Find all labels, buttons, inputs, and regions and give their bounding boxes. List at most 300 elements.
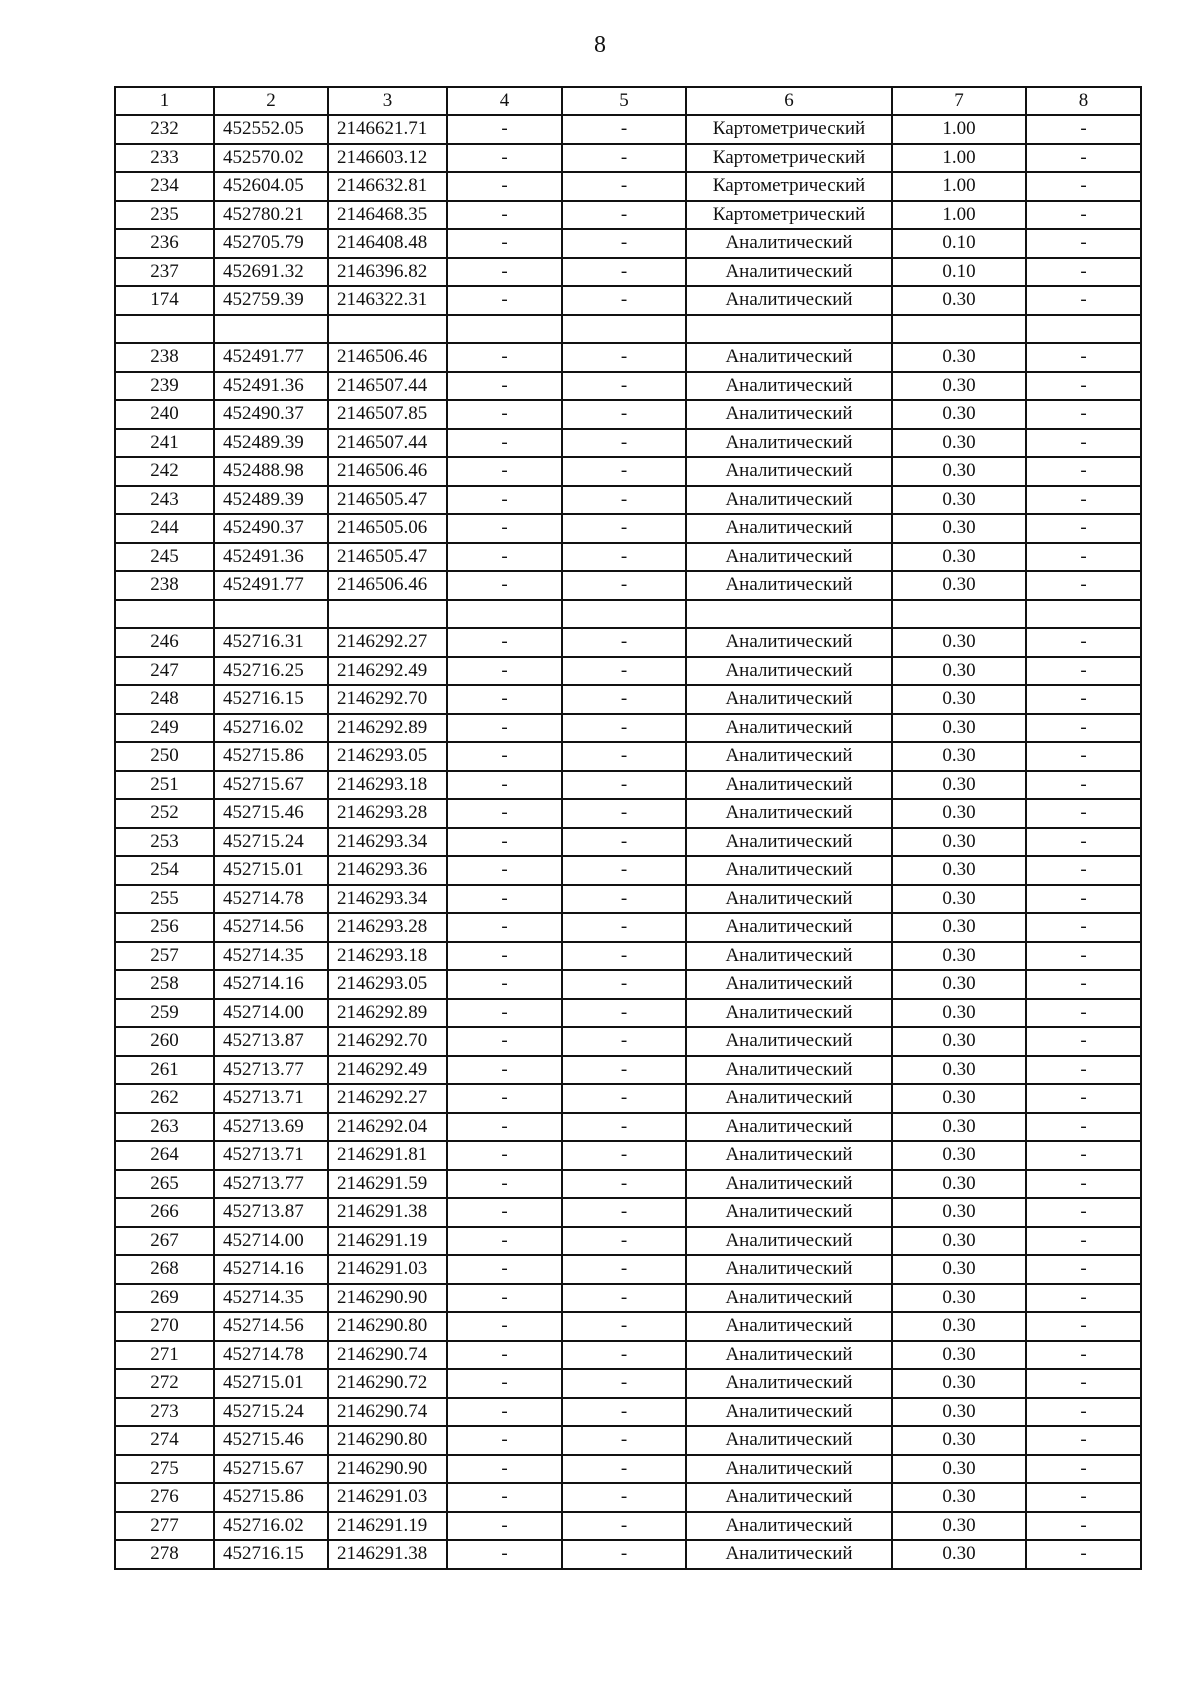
column-8-cell: -: [1026, 1198, 1141, 1227]
y-coordinate-cell: 2146505.47: [328, 543, 447, 572]
x-coordinate-cell: 452759.39: [214, 286, 328, 315]
column-4-cell: -: [447, 1027, 562, 1056]
y-coordinate-cell: 2146506.46: [328, 343, 447, 372]
x-coordinate-cell: 452714.16: [214, 970, 328, 999]
x-coordinate-cell: 452714.00: [214, 999, 328, 1028]
table-row: [115, 1198, 1141, 1227]
column-5-cell: -: [562, 172, 686, 201]
table-row: [115, 628, 1141, 657]
method-cell: Аналитический: [686, 1084, 892, 1113]
x-coordinate-cell: 452714.35: [214, 1284, 328, 1313]
column-4-cell: -: [447, 400, 562, 429]
y-coordinate-cell: 2146292.89: [328, 999, 447, 1028]
column-4-cell: -: [447, 1255, 562, 1284]
accuracy-cell: 0.30: [892, 1483, 1026, 1512]
y-coordinate-cell: 2146505.47: [328, 486, 447, 515]
point-number-cell: 237: [115, 258, 214, 287]
point-number-cell: 265: [115, 1170, 214, 1199]
table-row: [115, 1284, 1141, 1313]
column-5-cell: -: [562, 799, 686, 828]
column-8-cell: -: [1026, 742, 1141, 771]
method-cell: Аналитический: [686, 1341, 892, 1370]
method-cell: Аналитический: [686, 1455, 892, 1484]
column-4-cell: -: [447, 429, 562, 458]
column-header: 8: [1026, 87, 1141, 115]
x-coordinate-cell: 452714.78: [214, 885, 328, 914]
x-coordinate-cell: 452713.77: [214, 1170, 328, 1199]
column-8-cell: -: [1026, 1084, 1141, 1113]
column-4-cell: -: [447, 258, 562, 287]
accuracy-cell: 0.30: [892, 372, 1026, 401]
column-8-cell: -: [1026, 828, 1141, 857]
y-coordinate-cell: 2146293.18: [328, 771, 447, 800]
column-4-cell: -: [447, 885, 562, 914]
table-row: [115, 115, 1141, 144]
column-8-cell: -: [1026, 1227, 1141, 1256]
column-header: 5: [562, 87, 686, 115]
column-5-cell: -: [562, 885, 686, 914]
y-coordinate-cell: 2146291.38: [328, 1198, 447, 1227]
point-number-cell: 232: [115, 115, 214, 144]
column-8-cell: -: [1026, 856, 1141, 885]
column-header: 7: [892, 87, 1026, 115]
x-coordinate-cell: 452715.01: [214, 856, 328, 885]
y-coordinate-cell: 2146293.34: [328, 828, 447, 857]
y-coordinate-cell: 2146293.28: [328, 913, 447, 942]
x-coordinate-cell: 452715.67: [214, 771, 328, 800]
y-coordinate-cell: 2146291.19: [328, 1227, 447, 1256]
column-5-cell: -: [562, 258, 686, 287]
table-row: [115, 1512, 1141, 1541]
column-5-cell: -: [562, 1312, 686, 1341]
table-header-row: [115, 87, 1141, 115]
y-coordinate-cell: 2146291.81: [328, 1141, 447, 1170]
column-4-cell: -: [447, 999, 562, 1028]
table-row: [115, 1113, 1141, 1142]
accuracy-cell: 0.30: [892, 1056, 1026, 1085]
y-coordinate-cell: 2146507.44: [328, 372, 447, 401]
column-8-cell: -: [1026, 942, 1141, 971]
column-8-cell: -: [1026, 771, 1141, 800]
table-row: [115, 144, 1141, 173]
column-8-cell: [1026, 315, 1141, 344]
column-5-cell: -: [562, 1284, 686, 1313]
column-8-cell: -: [1026, 514, 1141, 543]
column-5-cell: -: [562, 828, 686, 857]
point-number-cell: 272: [115, 1369, 214, 1398]
y-coordinate-cell: 2146293.36: [328, 856, 447, 885]
point-number-cell: 250: [115, 742, 214, 771]
accuracy-cell: 0.30: [892, 457, 1026, 486]
column-4-cell: -: [447, 514, 562, 543]
table-row: [115, 1341, 1141, 1370]
x-coordinate-cell: 452713.77: [214, 1056, 328, 1085]
method-cell: Аналитический: [686, 742, 892, 771]
table-row: [115, 885, 1141, 914]
x-coordinate-cell: 452716.25: [214, 657, 328, 686]
accuracy-cell: 0.30: [892, 742, 1026, 771]
point-number-cell: 273: [115, 1398, 214, 1427]
table-row: [115, 486, 1141, 515]
point-number-cell: 245: [115, 543, 214, 572]
accuracy-cell: 0.30: [892, 942, 1026, 971]
point-number-cell: 271: [115, 1341, 214, 1370]
x-coordinate-cell: 452714.78: [214, 1341, 328, 1370]
column-4-cell: -: [447, 1056, 562, 1085]
y-coordinate-cell: 2146292.04: [328, 1113, 447, 1142]
column-4-cell: -: [447, 1426, 562, 1455]
point-number-cell: 277: [115, 1512, 214, 1541]
point-number-cell: 269: [115, 1284, 214, 1313]
method-cell: Аналитический: [686, 799, 892, 828]
table-row: [115, 172, 1141, 201]
column-4-cell: -: [447, 714, 562, 743]
method-cell: Аналитический: [686, 885, 892, 914]
column-4-cell: -: [447, 115, 562, 144]
x-coordinate-cell: 452715.86: [214, 1483, 328, 1512]
table-row: [115, 685, 1141, 714]
method-cell: Аналитический: [686, 685, 892, 714]
column-header: 6: [686, 87, 892, 115]
column-4-cell: [447, 600, 562, 629]
column-5-cell: -: [562, 571, 686, 600]
column-4-cell: -: [447, 201, 562, 230]
column-5-cell: [562, 315, 686, 344]
table-body: [115, 87, 1141, 1569]
method-cell: Аналитический: [686, 1141, 892, 1170]
x-coordinate-cell: 452714.56: [214, 913, 328, 942]
table-row: [115, 942, 1141, 971]
y-coordinate-cell: 2146293.05: [328, 970, 447, 999]
column-4-cell: -: [447, 229, 562, 258]
column-4-cell: -: [447, 1284, 562, 1313]
y-coordinate-cell: 2146293.18: [328, 942, 447, 971]
method-cell: Аналитический: [686, 343, 892, 372]
accuracy-cell: 0.30: [892, 885, 1026, 914]
x-coordinate-cell: 452604.05: [214, 172, 328, 201]
column-5-cell: -: [562, 628, 686, 657]
point-number-cell: 274: [115, 1426, 214, 1455]
column-4-cell: -: [447, 1084, 562, 1113]
y-coordinate-cell: 2146291.03: [328, 1255, 447, 1284]
table-row: [115, 913, 1141, 942]
x-coordinate-cell: 452716.02: [214, 714, 328, 743]
method-cell: Аналитический: [686, 1540, 892, 1569]
point-number-cell: 260: [115, 1027, 214, 1056]
column-8-cell: -: [1026, 372, 1141, 401]
x-coordinate-cell: 452714.00: [214, 1227, 328, 1256]
y-coordinate-cell: 2146290.90: [328, 1284, 447, 1313]
column-8-cell: -: [1026, 999, 1141, 1028]
column-8-cell: -: [1026, 1113, 1141, 1142]
table-row: [115, 1056, 1141, 1085]
column-5-cell: -: [562, 1369, 686, 1398]
method-cell: Аналитический: [686, 258, 892, 287]
method-cell: Аналитический: [686, 970, 892, 999]
point-number-cell: 263: [115, 1113, 214, 1142]
column-8-cell: -: [1026, 1141, 1141, 1170]
column-8-cell: -: [1026, 628, 1141, 657]
column-4-cell: -: [447, 628, 562, 657]
y-coordinate-cell: 2146293.28: [328, 799, 447, 828]
accuracy-cell: 0.30: [892, 799, 1026, 828]
y-coordinate-cell: 2146506.46: [328, 571, 447, 600]
column-8-cell: -: [1026, 1426, 1141, 1455]
column-5-cell: -: [562, 1227, 686, 1256]
point-number-cell: 236: [115, 229, 214, 258]
column-4-cell: -: [447, 942, 562, 971]
accuracy-cell: 0.30: [892, 1312, 1026, 1341]
accuracy-cell: 0.10: [892, 229, 1026, 258]
method-cell: Аналитический: [686, 1113, 892, 1142]
column-8-cell: -: [1026, 343, 1141, 372]
accuracy-cell: 0.30: [892, 1540, 1026, 1569]
point-number-cell: 270: [115, 1312, 214, 1341]
column-5-cell: -: [562, 685, 686, 714]
column-8-cell: -: [1026, 400, 1141, 429]
accuracy-cell: 1.00: [892, 115, 1026, 144]
column-4-cell: -: [447, 742, 562, 771]
x-coordinate-cell: 452714.35: [214, 942, 328, 971]
table-row: [115, 799, 1141, 828]
column-4-cell: -: [447, 1198, 562, 1227]
column-8-cell: -: [1026, 1540, 1141, 1569]
column-5-cell: -: [562, 1170, 686, 1199]
x-coordinate-cell: 452714.56: [214, 1312, 328, 1341]
table-separator-row: [115, 600, 1141, 629]
column-5-cell: -: [562, 1426, 686, 1455]
table-row: [115, 771, 1141, 800]
table-row: [115, 1426, 1141, 1455]
y-coordinate-cell: 2146290.80: [328, 1426, 447, 1455]
y-coordinate-cell: 2146291.03: [328, 1483, 447, 1512]
point-number-cell: 268: [115, 1255, 214, 1284]
column-4-cell: -: [447, 1312, 562, 1341]
column-4-cell: -: [447, 799, 562, 828]
x-coordinate-cell: 452715.86: [214, 742, 328, 771]
column-header: 3: [328, 87, 447, 115]
point-number-cell: 238: [115, 571, 214, 600]
x-coordinate-cell: 452715.24: [214, 828, 328, 857]
column-5-cell: -: [562, 1027, 686, 1056]
column-5-cell: -: [562, 343, 686, 372]
accuracy-cell: 0.30: [892, 1170, 1026, 1199]
point-number-cell: 239: [115, 372, 214, 401]
table-row: [115, 229, 1141, 258]
y-coordinate-cell: 2146291.38: [328, 1540, 447, 1569]
accuracy-cell: 1.00: [892, 172, 1026, 201]
point-number-cell: [115, 315, 214, 344]
point-number-cell: 255: [115, 885, 214, 914]
accuracy-cell: 0.30: [892, 685, 1026, 714]
y-coordinate-cell: 2146468.35: [328, 201, 447, 230]
column-4-cell: -: [447, 372, 562, 401]
column-8-cell: -: [1026, 1027, 1141, 1056]
method-cell: Аналитический: [686, 1369, 892, 1398]
column-8-cell: -: [1026, 229, 1141, 258]
x-coordinate-cell: 452715.46: [214, 1426, 328, 1455]
y-coordinate-cell: 2146292.27: [328, 628, 447, 657]
table-row: [115, 258, 1141, 287]
point-number-cell: 174: [115, 286, 214, 315]
table-row: [115, 1227, 1141, 1256]
point-number-cell: 262: [115, 1084, 214, 1113]
column-5-cell: -: [562, 942, 686, 971]
column-5-cell: -: [562, 286, 686, 315]
method-cell: Аналитический: [686, 1198, 892, 1227]
y-coordinate-cell: [328, 600, 447, 629]
y-coordinate-cell: 2146290.74: [328, 1341, 447, 1370]
column-5-cell: -: [562, 1198, 686, 1227]
column-5-cell: -: [562, 1056, 686, 1085]
table-row: [115, 1170, 1141, 1199]
accuracy-cell: 0.30: [892, 970, 1026, 999]
accuracy-cell: 0.30: [892, 571, 1026, 600]
method-cell: Аналитический: [686, 543, 892, 572]
column-8-cell: -: [1026, 144, 1141, 173]
method-cell: [686, 315, 892, 344]
point-number-cell: 261: [115, 1056, 214, 1085]
accuracy-cell: 0.30: [892, 429, 1026, 458]
column-5-cell: -: [562, 657, 686, 686]
x-coordinate-cell: 452705.79: [214, 229, 328, 258]
x-coordinate-cell: 452491.36: [214, 543, 328, 572]
table-row: [115, 1312, 1141, 1341]
y-coordinate-cell: 2146322.31: [328, 286, 447, 315]
column-4-cell: -: [447, 685, 562, 714]
column-8-cell: -: [1026, 1056, 1141, 1085]
table-row: [115, 1483, 1141, 1512]
x-coordinate-cell: 452716.02: [214, 1512, 328, 1541]
x-coordinate-cell: 452491.77: [214, 571, 328, 600]
column-4-cell: -: [447, 1113, 562, 1142]
coordinates-table: [114, 86, 1142, 1570]
point-number-cell: 233: [115, 144, 214, 173]
y-coordinate-cell: 2146396.82: [328, 258, 447, 287]
column-5-cell: -: [562, 1084, 686, 1113]
column-5-cell: -: [562, 742, 686, 771]
column-5-cell: -: [562, 913, 686, 942]
column-4-cell: -: [447, 1540, 562, 1569]
accuracy-cell: 0.30: [892, 1198, 1026, 1227]
column-8-cell: -: [1026, 429, 1141, 458]
column-4-cell: -: [447, 1398, 562, 1427]
accuracy-cell: 0.30: [892, 1426, 1026, 1455]
y-coordinate-cell: [328, 315, 447, 344]
column-4-cell: -: [447, 1369, 562, 1398]
point-number-cell: 275: [115, 1455, 214, 1484]
y-coordinate-cell: 2146293.34: [328, 885, 447, 914]
point-number-cell: 248: [115, 685, 214, 714]
point-number-cell: 238: [115, 343, 214, 372]
x-coordinate-cell: 452491.36: [214, 372, 328, 401]
point-number-cell: 247: [115, 657, 214, 686]
point-number-cell: 234: [115, 172, 214, 201]
method-cell: Аналитический: [686, 628, 892, 657]
y-coordinate-cell: 2146621.71: [328, 115, 447, 144]
x-coordinate-cell: 452715.24: [214, 1398, 328, 1427]
column-8-cell: -: [1026, 685, 1141, 714]
y-coordinate-cell: 2146506.46: [328, 457, 447, 486]
y-coordinate-cell: 2146505.06: [328, 514, 447, 543]
method-cell: Аналитический: [686, 400, 892, 429]
column-8-cell: -: [1026, 543, 1141, 572]
column-4-cell: -: [447, 1227, 562, 1256]
column-8-cell: -: [1026, 970, 1141, 999]
column-8-cell: -: [1026, 714, 1141, 743]
column-5-cell: -: [562, 999, 686, 1028]
column-8-cell: -: [1026, 913, 1141, 942]
accuracy-cell: 0.30: [892, 628, 1026, 657]
method-cell: Аналитический: [686, 1255, 892, 1284]
method-cell: Аналитический: [686, 828, 892, 857]
column-8-cell: -: [1026, 1369, 1141, 1398]
table-row: [115, 828, 1141, 857]
column-4-cell: -: [447, 343, 562, 372]
column-4-cell: -: [447, 486, 562, 515]
column-5-cell: -: [562, 514, 686, 543]
method-cell: Аналитический: [686, 1027, 892, 1056]
point-number-cell: 235: [115, 201, 214, 230]
table-row: [115, 1455, 1141, 1484]
column-5-cell: -: [562, 1512, 686, 1541]
point-number-cell: 240: [115, 400, 214, 429]
column-4-cell: -: [447, 771, 562, 800]
column-5-cell: -: [562, 543, 686, 572]
y-coordinate-cell: 2146507.44: [328, 429, 447, 458]
method-cell: Аналитический: [686, 372, 892, 401]
y-coordinate-cell: 2146292.49: [328, 657, 447, 686]
accuracy-cell: 0.30: [892, 999, 1026, 1028]
table-row: [115, 543, 1141, 572]
table-row: [115, 1084, 1141, 1113]
method-cell: Аналитический: [686, 514, 892, 543]
column-4-cell: -: [447, 1455, 562, 1484]
x-coordinate-cell: 452490.37: [214, 514, 328, 543]
accuracy-cell: 0.30: [892, 1398, 1026, 1427]
method-cell: Аналитический: [686, 1284, 892, 1313]
method-cell: Аналитический: [686, 1170, 892, 1199]
column-8-cell: -: [1026, 571, 1141, 600]
column-5-cell: -: [562, 970, 686, 999]
column-5-cell: -: [562, 144, 686, 173]
x-coordinate-cell: 452489.39: [214, 429, 328, 458]
column-4-cell: -: [447, 571, 562, 600]
column-8-cell: -: [1026, 799, 1141, 828]
method-cell: Аналитический: [686, 571, 892, 600]
table-row: [115, 457, 1141, 486]
column-8-cell: -: [1026, 486, 1141, 515]
column-8-cell: -: [1026, 1398, 1141, 1427]
accuracy-cell: 0.30: [892, 714, 1026, 743]
method-cell: Аналитический: [686, 1512, 892, 1541]
column-8-cell: -: [1026, 172, 1141, 201]
y-coordinate-cell: 2146290.74: [328, 1398, 447, 1427]
column-8-cell: [1026, 600, 1141, 629]
x-coordinate-cell: 452715.01: [214, 1369, 328, 1398]
table-row: [115, 970, 1141, 999]
method-cell: Аналитический: [686, 1483, 892, 1512]
method-cell: Аналитический: [686, 999, 892, 1028]
point-number-cell: 249: [115, 714, 214, 743]
column-5-cell: -: [562, 1540, 686, 1569]
column-5-cell: -: [562, 457, 686, 486]
y-coordinate-cell: 2146292.49: [328, 1056, 447, 1085]
column-5-cell: -: [562, 856, 686, 885]
x-coordinate-cell: 452490.37: [214, 400, 328, 429]
method-cell: Аналитический: [686, 942, 892, 971]
y-coordinate-cell: 2146603.12: [328, 144, 447, 173]
